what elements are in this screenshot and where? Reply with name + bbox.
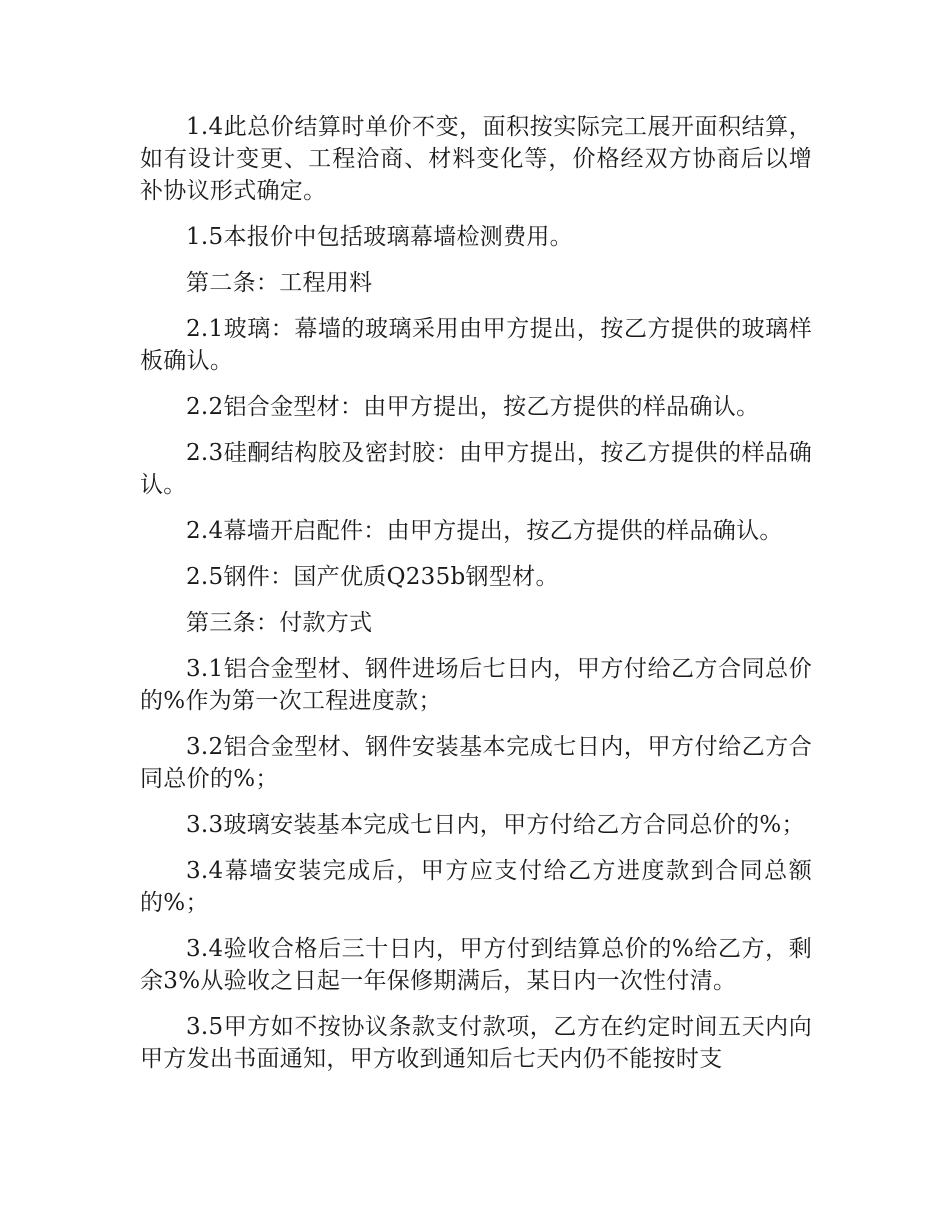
document-body: [140, 111, 812, 1089]
paragraph-3-4b: 3.4验收合格后三十日内，甲方付到结算总价的%给乙方，剩余3%从验收之日起一年保修期满后，某日内一次性付清。: [140, 936, 812, 994]
paragraph-3-4a: 3.4幕墙安装完成后，甲方应支付给乙方进度款到合同总额的%；: [140, 858, 812, 916]
paragraph-3-1: 3.1铝合金型材、钢件进场后七日内，甲方付给乙方合同总价的%作为第一次工程进度款；: [140, 656, 812, 714]
paragraph-1-5: 1.5本报价中包括玻璃幕墙检测费用。: [186, 224, 573, 250]
section-heading-2: 第二条：工程用料: [186, 270, 373, 296]
paragraph-2-1: 2.1玻璃：幕墙的玻璃采用由甲方提出，按乙方提供的玻璃样板确认。: [140, 316, 812, 374]
paragraph-2-2: 2.2铝合金型材：由甲方提出，按乙方提供的样品确认。: [186, 394, 760, 420]
paragraph-1-4: 1.4此总价结算时单价不变，面积按实际完工展开面积结算，如有设计变更、工程洽商、材料变化等，价格经双方协商后以增补协议形式确定。: [140, 114, 812, 204]
paragraph-2-3: 2.3硅酮结构胶及密封胶：由甲方提出，按乙方提供的样品确认。: [140, 440, 812, 498]
paragraph-2-5: 2.5钢件：国产优质Q235b钢型材。: [186, 564, 559, 590]
paragraph-3-3: 3.3玻璃安装基本完成七日内，甲方付给乙方合同总价的%；: [186, 812, 805, 838]
paragraph-3-5: 3.5甲方如不按协议条款支付款项，乙方在约定时间五天内向甲方发出书面通知，甲方收到通知后七天内仍不能按时支: [140, 1014, 812, 1072]
paragraph-2-4: 2.4幕墙开启配件：由甲方提出，按乙方提供的样品确认。: [186, 518, 783, 544]
section-heading-3: 第三条：付款方式: [186, 610, 373, 636]
paragraph-3-2: 3.2铝合金型材、钢件安装基本完成七日内，甲方付给乙方合同总价的%；: [140, 734, 812, 792]
